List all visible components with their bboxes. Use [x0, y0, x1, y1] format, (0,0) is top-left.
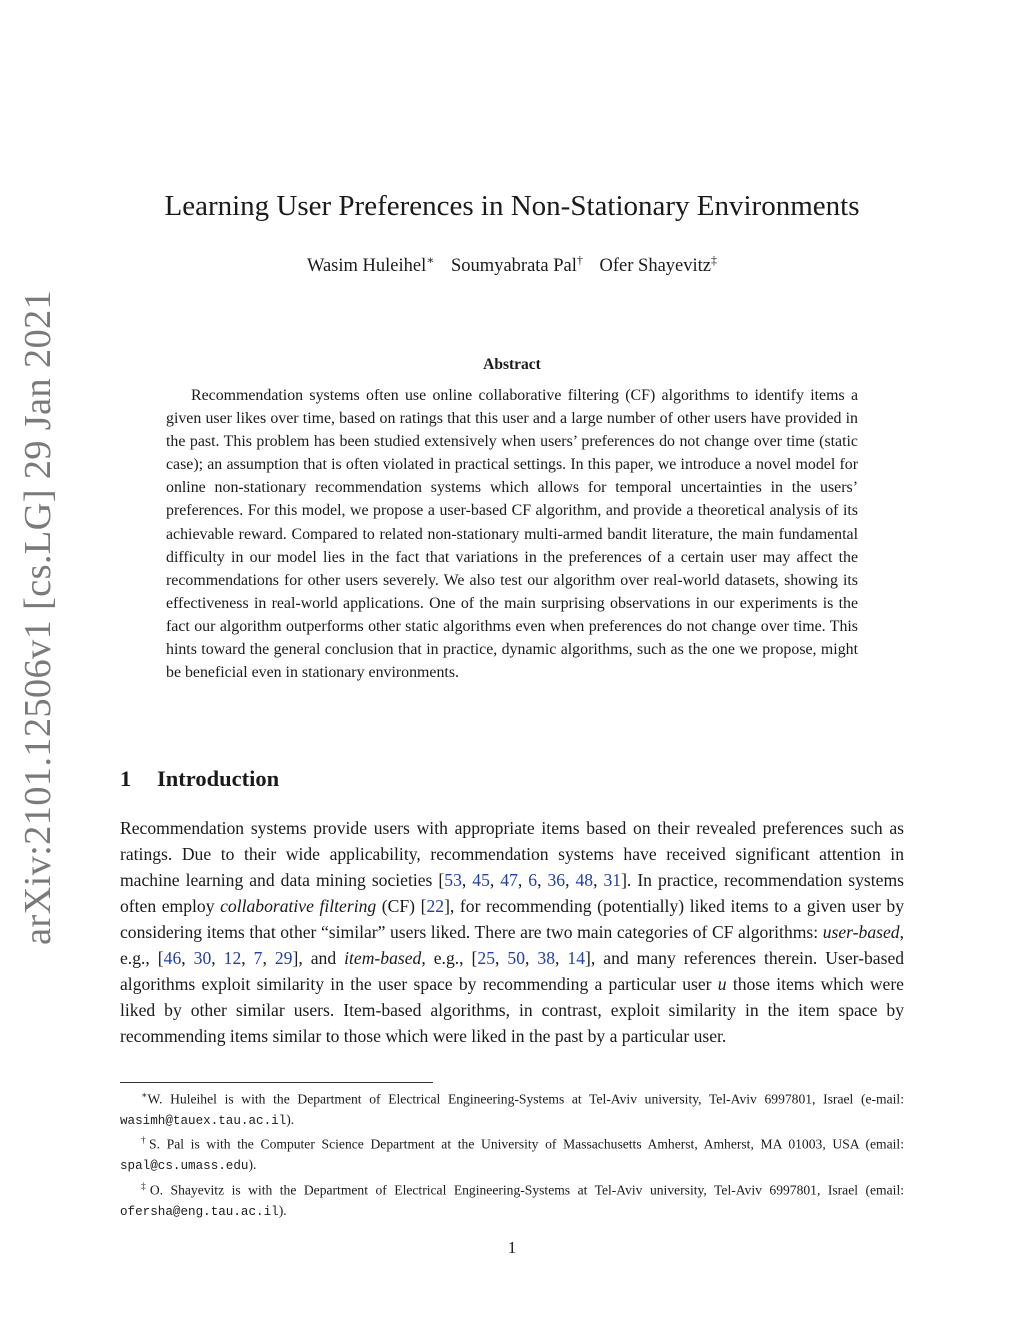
text-run: ], and many references therein. User-based algorithms exploit similarity in the user space by recommending a particular user [120, 948, 905, 994]
email-address[interactable]: wasimh@tauex.tau.ac.il [120, 1113, 287, 1128]
section-heading-introduction [120, 766, 279, 792]
text-run: , e.g., [ [120, 922, 904, 968]
citation-link[interactable]: 30 [193, 948, 212, 968]
citation-link[interactable]: 53 [444, 870, 462, 890]
text-run: ], for recommending (potentially) liked items to a given user by considering items that other “similar” users liked. There are two main categories of CF algorithms: [120, 896, 904, 942]
footnote-text: S. Pal is with the Computer Science Department at the University of Massachusetts Amherst, Amherst, MA 01003, USA (email: [149, 1136, 904, 1152]
footnote-text: ). [286, 1111, 295, 1127]
email-address[interactable]: ofersha@eng.tau.ac.il [120, 1204, 279, 1219]
citation-link[interactable]: 46 [163, 948, 182, 968]
footnote-divider [120, 1082, 433, 1083]
citation-link[interactable]: 50 [507, 948, 525, 968]
footnote-mark: ‡ [141, 1181, 150, 1192]
emphasis-collaborative-filtering: collaborative filtering [220, 896, 377, 916]
introduction-paragraph: Recommendation systems provide users with appropriate items based on their revealed preferences such as ratings. Due to their wide applicability, recommendation systems have received significant attention in machine learning and data mining societies [53, 45, 47, 6, 36, 48, 31]. In practice, recommendation systems often employ collaborative filtering (CF) [22], for recommending (potentially) liked items to a given user by considering items that other “similar” users liked. There are two main categories of CF algorithms: user-based, e.g., [46, 30, 12, 7, 29], and item-based, e.g., [25, 50, 38, 14], and many references therein. User-based algorithms exploit similarity in the user space by recommending a particular user u those items which were liked by other similar users. Item-based algorithms, in contrast, exploit similarity in the item space by recommending items similar to those which were liked in the past by a particular user. [120, 818, 905, 1046]
arxiv-identifier-stamp[interactable]: arXiv:2101.12506v1 [cs.LG] 29 Jan 2021 [17, 289, 59, 945]
text-run: , e.g., [ [421, 948, 478, 968]
emphasis-user-based: user-based [822, 922, 900, 942]
citation-link[interactable]: 45 [472, 870, 490, 890]
citation-link[interactable]: 38 [537, 948, 555, 968]
author-footnote-mark[interactable]: ∗ [426, 253, 435, 267]
text-run: (CF) [ [376, 896, 427, 916]
citation-link[interactable]: 22 [426, 896, 445, 916]
math-variable-u: u [717, 974, 727, 994]
author-footnote-mark[interactable]: † [576, 253, 583, 267]
citation-link[interactable]: 29 [274, 948, 293, 968]
footnote [120, 1177, 904, 1222]
footnote [120, 1131, 904, 1176]
footnote-text: ). [278, 1202, 287, 1218]
text-run: ], and [292, 948, 345, 968]
author-footnote-mark[interactable]: ‡ [711, 253, 718, 267]
citation-link[interactable]: 25 [477, 948, 495, 968]
abstract-heading: Abstract [483, 356, 541, 373]
email-address[interactable]: spal@cs.umass.edu [120, 1159, 249, 1174]
author-name: Ofer Shayevitz [599, 256, 712, 277]
paper-title: Learning User Preferences in Non-Stationary Environments [164, 190, 860, 222]
abstract-text: Recommendation systems often use online collaborative filtering (CF) algorithms to identify items a given user likes over time, based on ratings that this user and a large number of other users have provided in the past. This problem has been studied extensively when users’ preferences do not change over time (static case); an assumption that is often violated in practical settings. In this paper, we introduce a novel model for online non-stationary recommendation systems which allows for temporal uncertainties in the users’ preferences. For this model, we propose a user-based CF algorithm, and provide a theoretical analysis of its achievable reward. Compared to related non-stationary multi-armed bandit literature, the main fundamental difficulty in our model lies in the fact that variations in the preferences of a certain user may affect the recommendations for other users severely. We also test our algorithm over real-world datasets, showing its effectiveness in real-world applications. One of the main surprising observations in our experiments is the fact our algorithm outperforms other static algorithms even when preferences do not change over time. This hints toward the general conclusion that in practice, dynamic algorithms, such as the one we propose, might be beneficial even in stationary environments. [166, 387, 858, 682]
footnote [120, 1086, 904, 1131]
citation-link[interactable]: 6 [528, 870, 538, 890]
citation-link[interactable]: 48 [575, 870, 594, 890]
author-list [0, 253, 1024, 277]
footnote-text: ). [248, 1157, 257, 1173]
citation-link[interactable]: 47 [500, 870, 518, 890]
author [306, 253, 435, 277]
text-run: Recommendation systems provide users with appropriate items based on their revealed preferences such as ratings. Due to their wide applicability, recommendation systems have received significant attention in machine learning and data mining societies [ [120, 818, 904, 890]
citation-link[interactable]: 12 [223, 948, 242, 968]
author-name: Soumyabrata Pal [451, 256, 577, 277]
text-run: those items which were liked by other similar users. Item-based algorithms, in contrast, exploit similarity in the item space by recommending items similar to those which were liked in the past by a particular user. [120, 974, 904, 1046]
citation-link[interactable]: 7 [253, 948, 263, 968]
page-number: 1 [507, 1238, 517, 1257]
citation-link[interactable]: 31 [603, 870, 622, 890]
footnote-text: O. Shayevitz is with the Department of Electrical Engineering-Systems at Tel-Aviv university, Tel-Aviv 6997801, Israel (email: [149, 1182, 904, 1198]
author [599, 253, 718, 277]
citation-link[interactable]: 36 [547, 870, 566, 890]
citation-link[interactable]: 14 [567, 948, 585, 968]
emphasis-item-based: item-based [344, 948, 422, 968]
section-title: Introduction [157, 766, 280, 791]
footnotes [120, 1086, 904, 1222]
author-name: Wasim Huleihel [306, 256, 427, 277]
footnote-mark: † [141, 1136, 150, 1147]
footnote-mark: ∗ [141, 1091, 148, 1101]
section-number: 1 [120, 766, 132, 791]
text-run: ]. In practice, recommendation systems often employ [120, 870, 905, 916]
footnote-text: W. Huleihel is with the Department of Electrical Engineering-Systems at Tel-Aviv university, Tel-Aviv 6997801, Israel (e-mail: [147, 1091, 904, 1107]
author [451, 253, 583, 277]
